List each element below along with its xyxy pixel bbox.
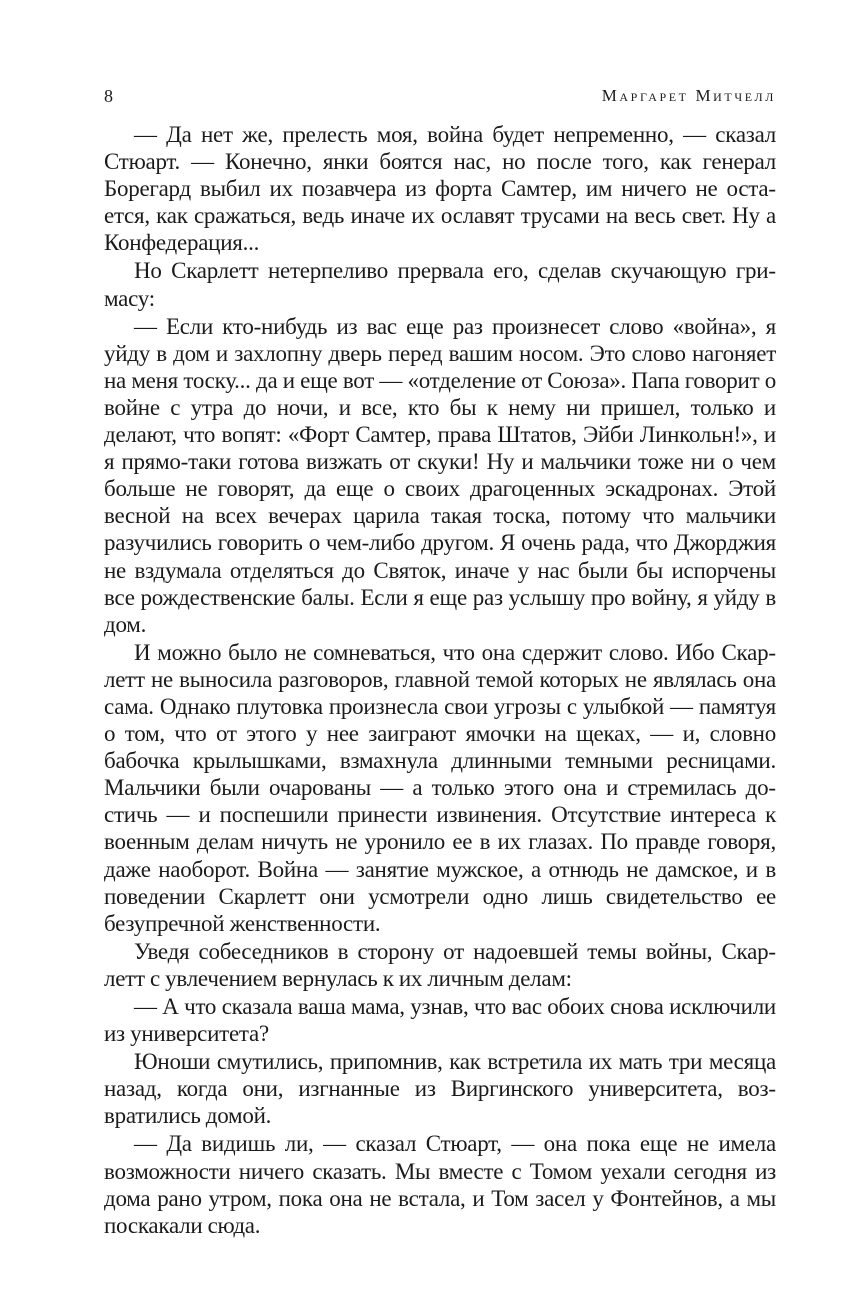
running-head-author: Маргарет Митчелл xyxy=(601,86,776,105)
page-header xyxy=(104,84,776,108)
paragraph: — Да видишь ли, — сказал Стюарт, — она пока еще не имела возможности ничего сказать. Мы вместе с Томом уехали сегодня из дома рано утром, пока она не встала, и Том засел у Фонтейнов, а мы поскакали сюда. xyxy=(104,1131,776,1238)
paragraph: Но Скарлетт нетерпеливо прервала его, сделав скучающую гримасу: xyxy=(104,258,776,311)
paragraph: Уведя собеседников в сторону от надоевшей темы войны, Скарлетт с увлечением вернулась к их личным делам: xyxy=(104,938,776,991)
paragraph: И можно было не сомневаться, что она сдержит слово. Ибо Скарлетт не выносила разговоров, главной темой которых не являлась она сама. Однако плутовка произнесла свои угрозы с улыбкой — памятуя о том, что от этого у нее заиграют ямочки на щеках, — и, словно бабочка крылышками, взмахнула длинными темными ресницами. Мальчики были очарованы — а только этого она и стремилась достичь — и поспешили принести извинения. Отсутствие интереса к военным делам ничуть не уронило ее в их глазах. По правде говоря, даже наоборот. Война — занятие мужское, а отнюдь не дамское, и в поведении Скарлетт они усмотрели одно лишь свидетельство ее безупречной женственности. xyxy=(104,639,776,936)
page-number: 8 xyxy=(104,86,113,106)
paragraph: — А что сказала ваша мама, узнав, что вас обоих снова исключили из университета? xyxy=(104,994,776,1047)
paragraph: Юноши смутились, припомнив, как встретила их мать три месяца назад, когда они, изгнанные из Виргинского университета, возвратились домой. xyxy=(104,1049,776,1129)
body-text xyxy=(104,121,776,1239)
paragraph: — Если кто-нибудь из вас еще раз произнесет слово «война», я уйду в дом и захлопну дверь перед вашим носом. Это слово нагоняет на меня тоску... да и еще вот — «отделение от Союза». Папа говорит о войне с утра до ночи, и все, кто бы к нему ни пришел, только и делают, что вопят: «Форт Самтер, права Штатов, Эйби Линкольн!», и я прямо-таки готова визжать от скуки! Ну и мальчики тоже ни о чем больше не говорят, да еще о своих драгоценных эскадронах. Этой весной на всех вечерах царила такая тоска, потому что мальчики разучились говорить о чем-либо другом. Я очень рада, что Джорджия не вздумала отделяться до Святок, иначе у нас были бы испорчены все рождественские балы. Если я еще раз услышу про войну, я уйду в дом. xyxy=(104,313,776,637)
paragraph: — Да нет же, прелесть моя, война будет непременно, — сказал Стюарт. — Конечно, янки боятся нас, но после того, как генерал Борегард выбил их позавчера из форта Самтер, им ничего не остается, как сражаться, ведь иначе их ославят трусами на весь свет. Ну а Конфедерация... xyxy=(104,122,776,256)
